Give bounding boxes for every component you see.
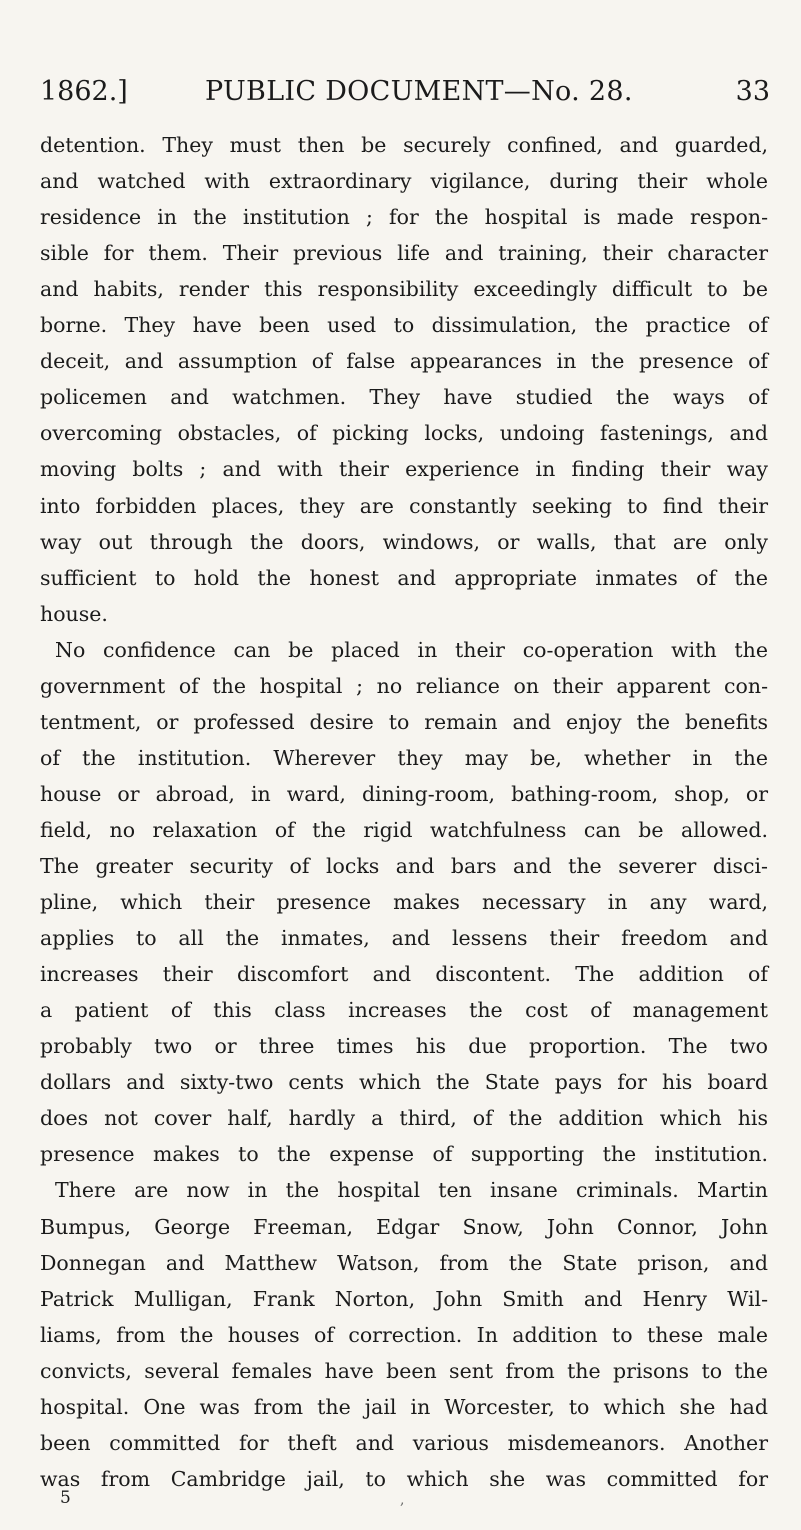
text-line: applies to all the inmates, and lessens their freedom and	[40, 926, 768, 951]
text-line: dollars and sixty-two cents which the State pays for his board	[40, 1070, 768, 1095]
text-line: hospital. One was from the jail in Worcester, to which she had	[40, 1394, 768, 1419]
signature-mark: 5	[60, 1488, 71, 1508]
text-line: does not cover half, hardly a third, of the addition which his	[40, 1106, 768, 1131]
text-line: policemen and watchmen. They have studied the ways of	[40, 385, 768, 410]
text-line: presence makes to the expense of supporting the institution.	[40, 1142, 768, 1167]
text-line: tentment, or professed desire to remain and enjoy the benefits	[40, 709, 768, 734]
text-line: and habits, render this responsibility exceedingly difficult to be	[40, 277, 768, 302]
text-line: There are now in the hospital ten insane criminals. Martin	[55, 1178, 768, 1203]
text-line: was from Cambridge jail, to which she was committed for	[40, 1466, 768, 1491]
text-line: convicts, several females have been sent from the prisons to the	[40, 1358, 768, 1383]
header-year: 1862.]	[40, 76, 128, 107]
running-header	[40, 74, 770, 110]
text-line: sible for them. Their previous life and training, their character	[40, 241, 768, 266]
text-line: The greater security of locks and bars and the severer disci-	[40, 854, 768, 878]
text-line: field, no relaxation of the rigid watchfulness can be allowed.	[40, 817, 768, 842]
stray-mark: ,	[400, 1492, 405, 1508]
text-line: way out through the doors, windows, or walls, that are only	[40, 529, 768, 554]
text-line: overcoming obstacles, of picking locks, undoing fastenings, and	[40, 421, 768, 446]
text-line: a patient of this class increases the cost of management	[40, 998, 768, 1023]
text-line: increases their discomfort and discontent. The addition of	[40, 962, 768, 987]
text-line: sufficient to hold the honest and appropriate inmates of the	[40, 565, 768, 590]
text-line: Bumpus, George Freeman, Edgar Snow, John Connor, John	[40, 1214, 768, 1239]
text-line: into forbidden places, they are constantly seeking to find their	[40, 493, 768, 518]
text-line: deceit, and assumption of false appearances in the presence of	[40, 349, 768, 374]
text-line: liams, from the houses of correction. In addition to these male	[40, 1322, 768, 1347]
text-line: Donnegan and Matthew Watson, from the State prison, and	[40, 1250, 768, 1275]
text-line: and watched with extraordinary vigilance, during their whole	[40, 169, 768, 194]
text-line: house or abroad, in ward, dining-room, bathing-room, shop, or	[40, 781, 768, 806]
text-line: probably two or three times his due proportion. The two	[40, 1034, 768, 1059]
text-line: moving bolts ; and with their experience in finding their way	[40, 457, 768, 482]
text-line: borne. They have been used to dissimulation, the practice of	[40, 313, 768, 338]
text-line: residence in the institution ; for the hospital is made respon-	[40, 205, 768, 230]
text-line: of the institution. Wherever they may be, whether in the	[40, 745, 768, 770]
page-number: 33	[735, 76, 770, 107]
text-line: Patrick Mulligan, Frank Norton, John Smith and Henry Wil-	[40, 1286, 768, 1311]
text-line: been committed for theft and various misdemeanors. Another	[40, 1430, 768, 1455]
text-line: detention. They must then be securely confined, and guarded,	[40, 133, 768, 157]
text-line: No confidence can be placed in their co-operation with the	[55, 637, 768, 662]
text-line: government of the hospital ; no reliance on their apparent con-	[40, 673, 768, 698]
text-line: pline, which their presence makes necessary in any ward,	[40, 890, 768, 914]
header-title: PUBLIC DOCUMENT—No. 28.	[205, 76, 633, 107]
text-line: house.	[40, 601, 108, 626]
